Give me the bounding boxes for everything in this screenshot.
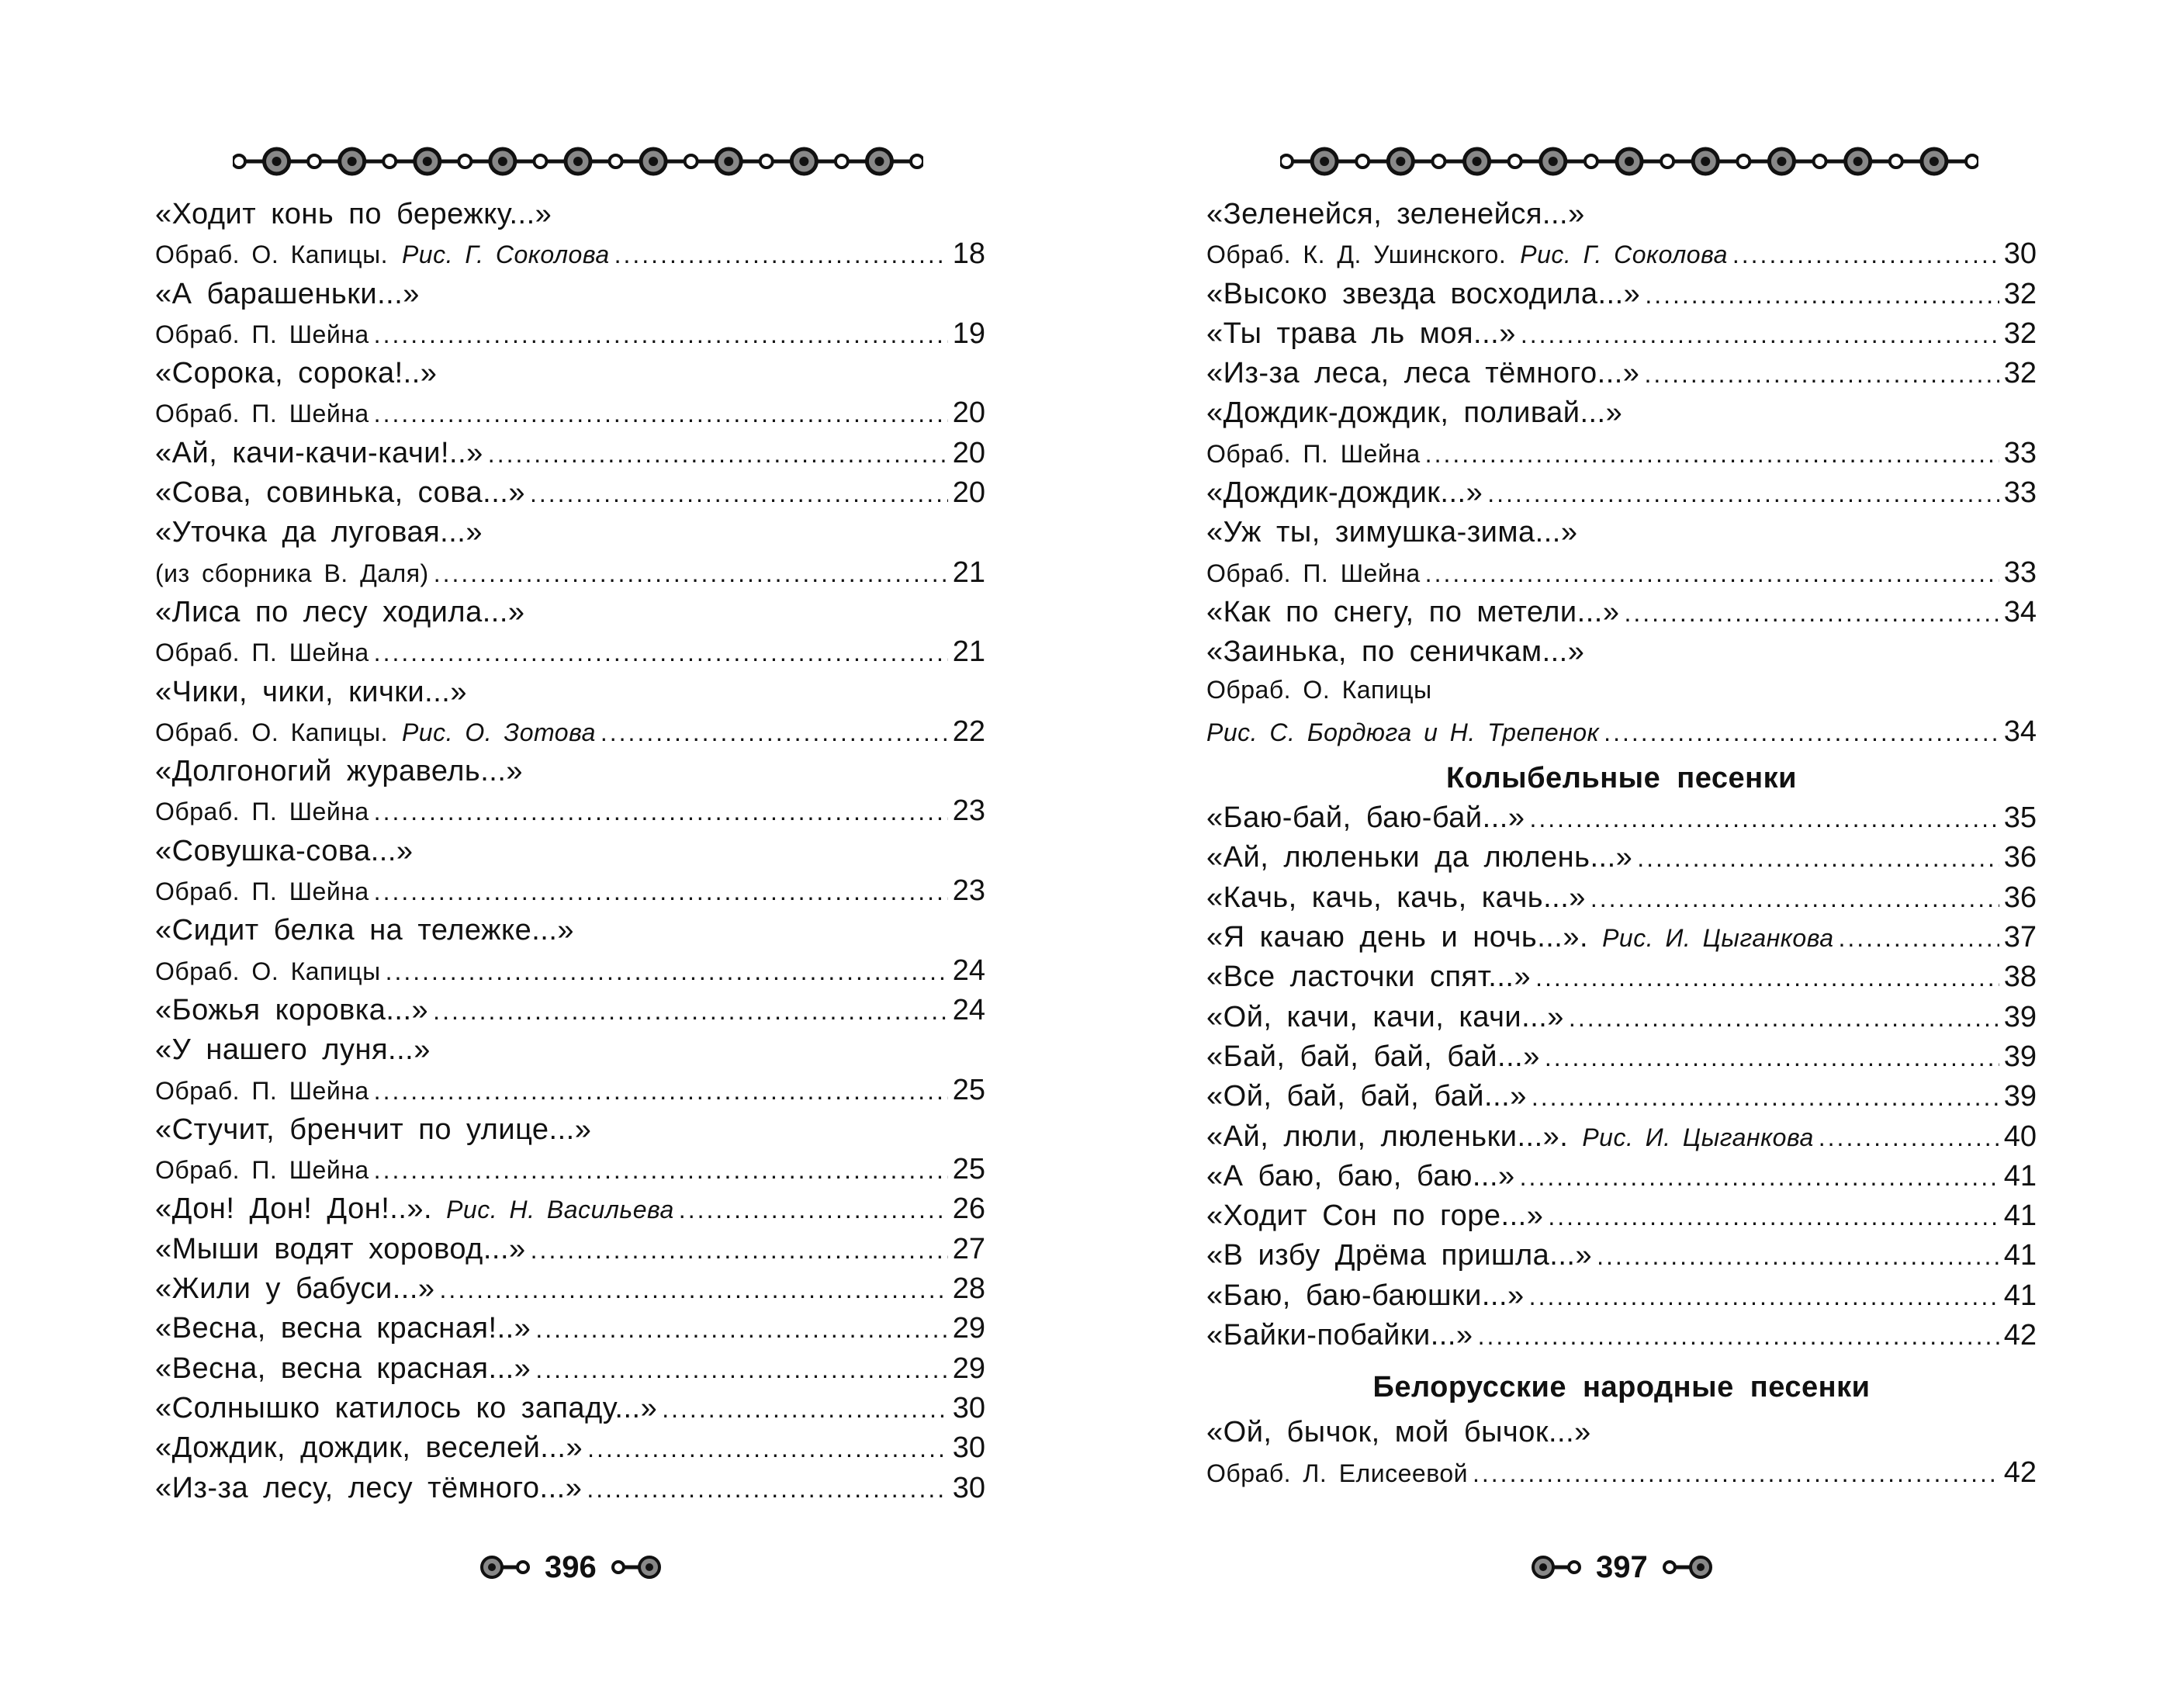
- entry-title: «Зеленейся, зеленейся...»: [1206, 198, 1585, 230]
- toc-title-row[interactable]: [1206, 198, 2037, 237]
- entry-adaptation: Обраб. П. Шейна: [155, 320, 369, 348]
- entry-title: «Дождик-дождик, поливай...»: [1206, 396, 1623, 430]
- dot-leader: [1425, 559, 1999, 588]
- entry-page-number: 37: [2003, 921, 2037, 954]
- entry-adaptation: Обраб. П. Шейна: [155, 400, 369, 428]
- toc-entry-row[interactable]: [1206, 1001, 2037, 1040]
- dot-leader: [601, 718, 948, 747]
- entry-page-number: 30: [2003, 237, 2037, 271]
- entry-title: «Уточка да луговая...»: [155, 516, 483, 549]
- dot-leader: [1478, 1322, 1999, 1351]
- entry-title: «Байки-побайки...»: [1206, 1319, 1473, 1352]
- entry-page-number: 33: [2003, 476, 2037, 510]
- dot-leader: [662, 1395, 947, 1424]
- page-number: 396: [545, 1549, 597, 1584]
- toc-credit-row[interactable]: [155, 1074, 985, 1113]
- ornament-bead-center-icon: [1625, 157, 1634, 166]
- toc-credit-row[interactable]: [1206, 437, 2037, 476]
- entry-adaptation: Обраб. Л. Елисеевой: [1206, 1459, 1468, 1487]
- table-of-contents: [155, 198, 985, 1511]
- ornament-small-ring-icon: [383, 155, 396, 168]
- toc-entry-row[interactable]: [1206, 881, 2037, 921]
- dot-leader: [374, 798, 948, 826]
- ornament-small-ring-icon: [610, 155, 622, 168]
- entry-page-number: 29: [952, 1352, 985, 1385]
- entry-title: «Ай, качи-качи-качи!..»: [155, 436, 483, 469]
- entry-illustrator: Рис. С. Бордюга и Н. Трепенок: [1206, 718, 1600, 746]
- dot-leader: [1548, 1203, 1999, 1231]
- toc-credit-row[interactable]: [1206, 715, 2037, 755]
- entry-title: «Ходит конь по бережку...»: [155, 198, 552, 230]
- toc-credit-row[interactable]: [155, 954, 985, 994]
- dot-leader: [374, 877, 948, 906]
- ornament-bead-center-icon: [573, 157, 583, 166]
- ornament-small-ring-icon: [760, 155, 773, 168]
- dot-leader: [440, 1275, 948, 1304]
- toc-entry-row[interactable]: [1206, 278, 2037, 317]
- toc-credit-row[interactable]: [155, 556, 985, 596]
- ornament-bead-center-icon: [272, 157, 282, 166]
- ornament-small-ring-icon: [1890, 155, 1902, 168]
- toc-title-row[interactable]: [1206, 635, 2037, 675]
- toc-entry-row[interactable]: [1206, 1239, 2037, 1279]
- entry-page-number: 24: [952, 993, 985, 1026]
- entry-adaptation: Обраб. П. Шейна: [155, 877, 369, 906]
- entry-page-number: 21: [952, 556, 985, 589]
- dot-leader: [488, 440, 948, 469]
- entry-page-number: 39: [2003, 1040, 2037, 1073]
- entry-title: «Высоко звезда восходила...»: [1206, 277, 1641, 310]
- entry-title: «Божья коровка...»: [155, 993, 429, 1026]
- toc-credit-row[interactable]: [155, 317, 985, 357]
- entry-page-number: 33: [2003, 556, 2037, 589]
- ornament-small-ring-icon: [1661, 155, 1673, 168]
- dot-leader: [386, 957, 948, 986]
- toc-entry-row[interactable]: [155, 476, 985, 516]
- entry-page-number: 28: [952, 1272, 985, 1306]
- toc-entry-row[interactable]: [1206, 1319, 2037, 1359]
- decorative-header-ornament: [1280, 141, 1978, 182]
- entry-page-number: 23: [952, 794, 985, 828]
- toc-credit-row[interactable]: [1206, 237, 2037, 277]
- toc-credit-row[interactable]: [155, 874, 985, 914]
- entry-page-number: 30: [952, 1391, 985, 1424]
- dot-leader: [1425, 440, 1999, 469]
- ornament-bead-center-icon: [649, 157, 658, 166]
- toc-entry-row[interactable]: [155, 994, 985, 1033]
- entry-page-number: 32: [2003, 317, 2037, 350]
- toc-credit-row[interactable]: [155, 396, 985, 436]
- entry-page-number: 35: [2003, 801, 2037, 835]
- ornament-bead-center-icon: [1549, 157, 1558, 166]
- ornament-bead-center-icon: [799, 157, 808, 166]
- entry-title: «Совушка-сова...»: [155, 834, 414, 867]
- entry-title: «Из-за леса, леса тёмного...»: [1206, 357, 1640, 390]
- entry-page-number: 30: [952, 1471, 985, 1504]
- toc-entry-row[interactable]: [155, 1472, 985, 1511]
- entry-page-number: 41: [2003, 1279, 2037, 1312]
- dot-leader: [1532, 1083, 1999, 1112]
- entry-page-number: 25: [952, 1153, 985, 1186]
- entry-title: «Ой, бычок, мой бычок...»: [1206, 1416, 1591, 1449]
- dot-leader: [614, 241, 948, 269]
- entry-title: «Баю, баю-баюшки...»: [1206, 1279, 1525, 1312]
- dot-leader: [434, 559, 948, 588]
- ornament-bead-center-icon: [874, 157, 884, 166]
- section-heading-lullabies: Колыбельные песенки: [1446, 761, 1797, 794]
- entry-page-number: 34: [2003, 595, 2037, 628]
- entry-illustrator: Рис. О. Зотова: [401, 718, 596, 746]
- entry-adaptation: Обраб. О. Капицы: [1206, 675, 1432, 704]
- toc-entry-row[interactable]: [1206, 1040, 2037, 1080]
- entry-title: «Лиса по лесу ходила...»: [155, 595, 525, 628]
- table-of-contents: [1206, 198, 2037, 1496]
- entry-title: «Сидит белка на тележке...»: [155, 914, 575, 947]
- entry-illustrator: Рис. Г. Соколова: [1520, 241, 1728, 269]
- entry-title: «Ты трава ль моя...»: [1206, 317, 1516, 350]
- ornament-small-ring-icon: [1509, 155, 1521, 168]
- entry-page-number: 30: [952, 1431, 985, 1465]
- entry-title: «Чики, чики, кички...»: [155, 675, 467, 708]
- toc-entry-row[interactable]: [1206, 1279, 2037, 1319]
- ornament-small-ring-icon: [685, 155, 697, 168]
- dot-leader: [587, 1435, 948, 1463]
- dot-leader: [1535, 964, 1999, 992]
- toc-credit-row[interactable]: [1206, 556, 2037, 596]
- entry-title: «Сорока, сорока!..»: [155, 357, 438, 390]
- ornament-bead-center-icon: [423, 157, 432, 166]
- entry-title: «Качь, качь, качь, качь...»: [1206, 881, 1586, 914]
- entry-title: «Мыши водят хоровод...»: [155, 1232, 526, 1265]
- toc-credit-row[interactable]: [155, 1153, 985, 1192]
- ornament-small-ring-icon: [233, 155, 245, 168]
- entry-page-number: 33: [2003, 436, 2037, 469]
- toc-title-row[interactable]: [155, 198, 985, 237]
- entry-illustrator: Рис. Н. Васильева: [446, 1196, 674, 1224]
- page-number-footer: [1531, 1544, 1713, 1590]
- toc-entry-row[interactable]: [1206, 357, 2037, 396]
- folio-ornament-right-icon: [1659, 1552, 1713, 1583]
- entry-page-number: 41: [2003, 1239, 2037, 1272]
- entry-title: «Ходит Сон по горе...»: [1206, 1199, 1544, 1233]
- entry-page-number: 29: [952, 1312, 985, 1345]
- entry-adaptation: Обраб. П. Шейна: [155, 1076, 369, 1105]
- entry-title: «Стучит, бренчит по улице...»: [155, 1113, 592, 1146]
- dot-leader: [1644, 360, 1999, 389]
- entry-page-number: 40: [2003, 1120, 2037, 1153]
- entry-title: «У нашего луня...»: [155, 1033, 431, 1067]
- entry-adaptation: Обраб. П. Шейна: [1206, 439, 1421, 468]
- toc-title-row[interactable]: [155, 914, 985, 954]
- entry-adaptation: Обраб. О. Капицы.: [155, 241, 388, 269]
- toc-entry-row[interactable]: [155, 1192, 985, 1232]
- entry-title: «Жили у бабуси...»: [155, 1272, 435, 1306]
- entry-title: «А баю, баю, баю...»: [1206, 1159, 1515, 1192]
- entry-title: «Ай, люли, люленьки...».: [1206, 1120, 1569, 1153]
- toc-entry-row[interactable]: [1206, 1199, 2037, 1239]
- entry-title: «Дон! Дон! Дон!..».: [155, 1192, 433, 1226]
- entry-title: «Долгоногий журавель...»: [155, 755, 524, 788]
- entry-page-number: 32: [2003, 277, 2037, 310]
- toc-title-row[interactable]: [155, 357, 985, 396]
- toc-entry-row[interactable]: [1206, 1120, 2037, 1160]
- toc-entry-row[interactable]: [155, 1233, 985, 1272]
- entry-illustrator: Рис. И. Цыганкова: [1582, 1123, 1814, 1151]
- dot-leader: [1637, 844, 1999, 873]
- entry-page-number: 18: [952, 237, 985, 271]
- dot-leader: [1473, 1459, 1999, 1488]
- dot-leader: [1569, 1004, 1999, 1033]
- ornament-bead-center-icon: [1777, 157, 1786, 166]
- ornament-small-ring-icon: [1356, 155, 1369, 168]
- entry-adaptation: Обраб. О. Капицы.: [155, 718, 388, 746]
- entry-adaptation: Обраб. К. Д. Ушинского.: [1206, 241, 1507, 269]
- entry-page-number: 24: [952, 954, 985, 987]
- ornament-bead-center-icon: [1396, 157, 1405, 166]
- ornament-small-ring-icon: [911, 155, 923, 168]
- dot-leader: [374, 320, 948, 349]
- toc-title-row[interactable]: [155, 516, 985, 556]
- page-number: 397: [1596, 1549, 1648, 1584]
- dot-leader: [1529, 1282, 1999, 1311]
- dot-leader: [1645, 281, 1999, 310]
- toc-credit-row[interactable]: [155, 635, 985, 675]
- entry-page-number: 36: [2003, 881, 2037, 914]
- entry-title: «Сова, совинька, сова...»: [155, 476, 525, 510]
- entry-page-number: 39: [2003, 1000, 2037, 1033]
- decorative-header-ornament: [233, 141, 923, 182]
- ornament-bead-center-icon: [348, 157, 357, 166]
- dot-leader: [1839, 924, 1999, 953]
- entry-page-number: 20: [952, 396, 985, 430]
- dot-leader: [587, 1475, 947, 1504]
- toc-title-row[interactable]: [155, 835, 985, 874]
- ornament-bead-center-icon: [1930, 157, 1939, 166]
- toc-title-row[interactable]: [155, 676, 985, 715]
- toc-entry-row[interactable]: [155, 1431, 985, 1471]
- page-number-footer: [479, 1544, 662, 1590]
- dot-leader: [535, 1315, 947, 1344]
- dot-leader: [374, 400, 948, 428]
- entry-adaptation: Обраб. П. Шейна: [155, 639, 369, 667]
- dot-leader: [1732, 241, 1999, 269]
- ornament-small-ring-icon: [534, 155, 546, 168]
- dot-leader: [1604, 718, 1999, 747]
- ornament-small-ring-icon: [1280, 155, 1293, 168]
- ornament-bead-center-icon: [1320, 157, 1329, 166]
- toc-entry-row[interactable]: [1206, 596, 2037, 635]
- dot-leader: [433, 997, 948, 1026]
- toc-entry-row[interactable]: [155, 1352, 985, 1392]
- toc-entry-row[interactable]: [155, 1392, 985, 1431]
- dot-leader: [679, 1196, 948, 1224]
- toc-credit-row[interactable]: [155, 237, 985, 277]
- toc-entry-row[interactable]: [1206, 1080, 2037, 1120]
- entry-title: «Весна, весна красная...»: [155, 1352, 531, 1385]
- entry-title: «Дождик-дождик...»: [1206, 476, 1483, 510]
- entry-adaptation: Обраб. П. Шейна: [1206, 559, 1421, 587]
- ornament-small-ring-icon: [1585, 155, 1597, 168]
- right-page: [1206, 0, 2037, 1696]
- dot-leader: [1597, 1242, 1999, 1271]
- entry-page-number: 26: [952, 1192, 985, 1226]
- toc-title-row[interactable]: [155, 1113, 985, 1153]
- dot-leader: [374, 639, 948, 667]
- entry-title: «Заинька, по сеничкам...»: [1206, 635, 1585, 669]
- toc-entry-row[interactable]: [1206, 841, 2037, 881]
- entry-title: «В избу Дрёма пришла...»: [1206, 1239, 1593, 1272]
- toc-entry-row[interactable]: [1206, 921, 2037, 960]
- entry-title: «Из-за лесу, лесу тёмного...»: [155, 1471, 583, 1504]
- entry-title: «Баю-бай, баю-бай...»: [1206, 801, 1525, 835]
- ornament-bead-center-icon: [1701, 157, 1710, 166]
- entry-page-number: 38: [2003, 960, 2037, 994]
- entry-adaptation: Обраб. П. Шейна: [155, 1156, 369, 1185]
- chain-ornament-icon: [1280, 141, 1978, 182]
- dot-leader: [531, 1236, 948, 1265]
- dot-leader: [1590, 884, 1999, 913]
- entry-adaptation: Обраб. О. Капицы: [155, 957, 381, 985]
- entry-title: «Бай, бай, бай, бай...»: [1206, 1040, 1540, 1073]
- entry-page-number: 27: [952, 1232, 985, 1265]
- dot-leader: [1487, 479, 1999, 508]
- entry-page-number: 34: [2003, 715, 2037, 748]
- entry-illustrator: Рис. Г. Соколова: [401, 241, 610, 269]
- entry-page-number: 32: [2003, 357, 2037, 390]
- toc-title-row[interactable]: [155, 596, 985, 635]
- toc-entry-row[interactable]: [155, 1312, 985, 1352]
- toc-title-row[interactable]: [1206, 396, 2037, 436]
- toc-entry-row[interactable]: [1206, 476, 2037, 516]
- folio-ornament-left-icon: [1531, 1552, 1585, 1583]
- ornament-small-ring-icon: [1814, 155, 1826, 168]
- toc-entry-row[interactable]: [1206, 960, 2037, 1000]
- ornament-small-ring-icon: [1737, 155, 1750, 168]
- dot-leader: [374, 1077, 948, 1106]
- ornament-small-ring-icon: [1432, 155, 1445, 168]
- dot-leader: [1624, 599, 1999, 628]
- toc-title-row[interactable]: [1206, 1416, 2037, 1455]
- toc-entry-row[interactable]: [155, 437, 985, 476]
- entry-page-number: 21: [952, 635, 985, 669]
- entry-adaptation: Обраб. П. Шейна: [155, 798, 369, 826]
- entry-page-number: 19: [952, 317, 985, 350]
- dot-leader: [1529, 805, 1999, 833]
- folio-ornament-left-icon: [479, 1552, 534, 1583]
- ornament-small-ring-icon: [308, 155, 320, 168]
- entry-title: «Солнышко катилось ко западу...»: [155, 1391, 658, 1424]
- entry-page-number: 20: [952, 436, 985, 469]
- ornament-small-ring-icon: [459, 155, 471, 168]
- entry-title: «А барашеньки...»: [155, 277, 420, 310]
- ornament-bead-center-icon: [1853, 157, 1863, 166]
- toc-credit-row[interactable]: [155, 715, 985, 755]
- entry-page-number: 42: [2003, 1319, 2037, 1352]
- toc-title-row[interactable]: [155, 755, 985, 794]
- toc-entry-row[interactable]: [1206, 1160, 2037, 1199]
- dot-leader: [1819, 1123, 1999, 1152]
- section-heading-belarusian: Белорусские народные песенки: [1372, 1370, 1871, 1404]
- entry-title: «Ой, бай, бай, бай...»: [1206, 1080, 1527, 1113]
- entry-title: «Ай, люленьки да люлень...»: [1206, 841, 1633, 874]
- toc-credit-row[interactable]: [1206, 676, 2037, 715]
- dot-leader: [1520, 1163, 1999, 1192]
- toc-entry-row[interactable]: [155, 1272, 985, 1312]
- entry-page-number: 25: [952, 1073, 985, 1106]
- entry-page-number: 41: [2003, 1159, 2037, 1192]
- toc-entry-row[interactable]: [1206, 801, 2037, 841]
- dot-leader: [530, 479, 948, 508]
- dot-leader: [374, 1156, 948, 1185]
- entry-page-number: 42: [2003, 1455, 2037, 1489]
- entry-page-number: 41: [2003, 1199, 2037, 1233]
- ornament-small-ring-icon: [1966, 155, 1978, 168]
- entry-page-number: 20: [952, 476, 985, 510]
- toc-entry-row[interactable]: [1206, 317, 2037, 357]
- entry-illustrator: Рис. И. Цыганкова: [1602, 924, 1834, 953]
- entry-page-number: 22: [952, 715, 985, 748]
- entry-title: «Дождик, дождик, веселей...»: [155, 1431, 583, 1465]
- entry-title: «Я качаю день и ночь...».: [1206, 921, 1589, 954]
- ornament-bead-center-icon: [498, 157, 507, 166]
- left-page: [155, 0, 985, 1696]
- folio-ornament-right-icon: [607, 1552, 662, 1583]
- toc-title-row[interactable]: [155, 1033, 985, 1073]
- entry-adaptation: (из сборника В. Даля): [155, 559, 429, 587]
- entry-page-number: 39: [2003, 1080, 2037, 1113]
- entry-title: «Как по снегу, по метели...»: [1206, 595, 1620, 628]
- entry-title: «Ой, качи, качи, качи...»: [1206, 1000, 1564, 1033]
- entry-title: «Весна, весна красная!..»: [155, 1312, 531, 1345]
- toc-credit-row[interactable]: [1206, 1456, 2037, 1496]
- ornament-small-ring-icon: [836, 155, 848, 168]
- entry-title: «Уж ты, зимушка-зима...»: [1206, 516, 1578, 549]
- toc-title-row[interactable]: [1206, 516, 2037, 556]
- dot-leader: [1545, 1044, 1999, 1072]
- dot-leader: [535, 1355, 947, 1384]
- ornament-bead-center-icon: [1473, 157, 1482, 166]
- entry-title: «Все ласточки спят...»: [1206, 960, 1532, 994]
- dot-leader: [1521, 320, 1999, 349]
- toc-title-row[interactable]: [155, 278, 985, 317]
- entry-page-number: 23: [952, 874, 985, 908]
- entry-page-number: 36: [2003, 841, 2037, 874]
- toc-credit-row[interactable]: [155, 794, 985, 834]
- chain-ornament-icon: [233, 141, 923, 182]
- ornament-bead-center-icon: [724, 157, 733, 166]
